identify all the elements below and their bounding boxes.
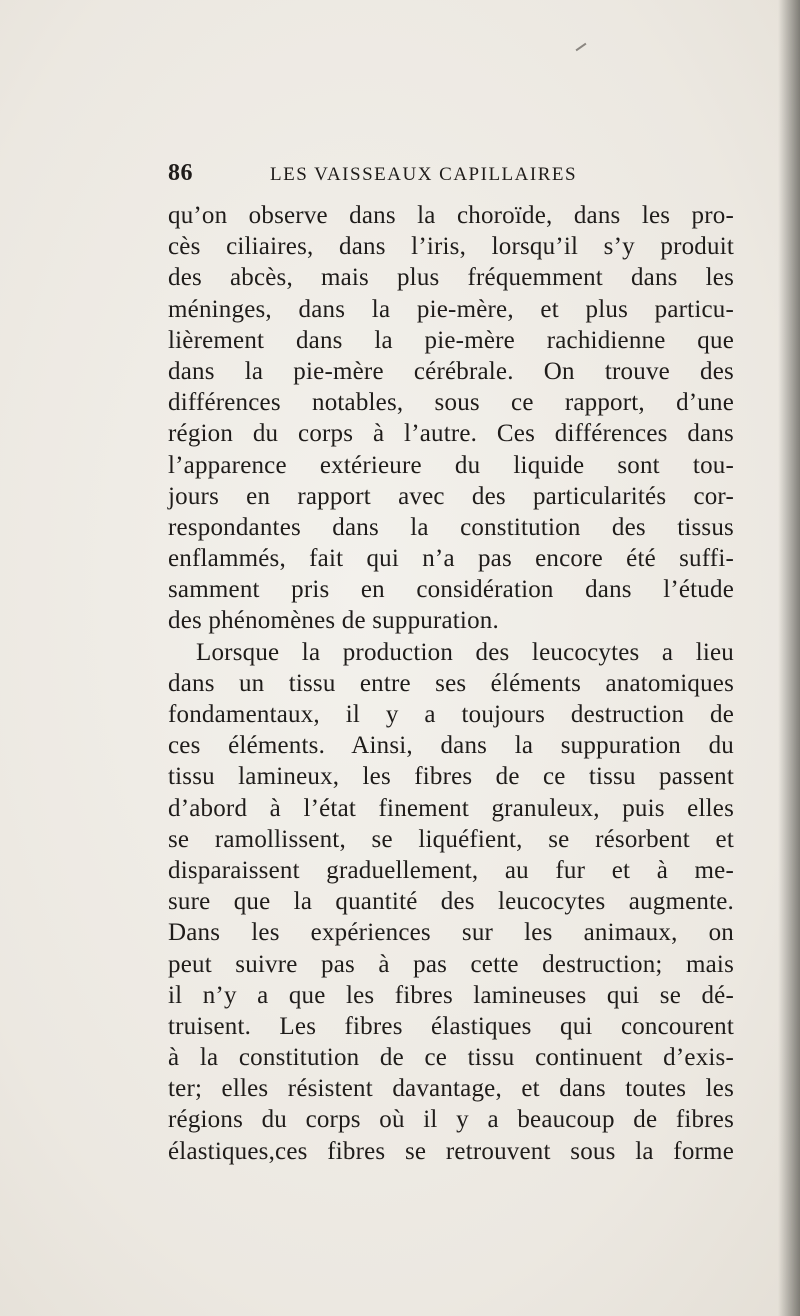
text-line: ces éléments. Ainsi, dans la suppuration du <box>168 732 734 760</box>
text-line: truisent. Les fibres élastiques qui concourent <box>168 1012 734 1040</box>
page-edge-shadow <box>778 0 800 1316</box>
text-line: qu’on observe dans la choroïde, dans les pro- <box>168 202 734 229</box>
text-line: fondamentaux, il y a toujours destruction de <box>168 701 734 728</box>
body-text <box>168 200 734 1167</box>
paragraph-first-line: Lorsque la production des leucocytes a lieu <box>196 638 734 666</box>
text-line: des abcès, mais plus fréquemment dans les <box>168 264 734 292</box>
text-line: à la constitution de ce tissu continuent d’exis- <box>168 1044 734 1072</box>
text-line: Dans les expériences sur les animaux, on <box>168 919 734 947</box>
text-line: enflammés, fait qui n’a pas encore été suffi- <box>168 545 734 573</box>
text-line: sure que la quantité des leucocytes augmente. <box>168 888 734 916</box>
running-title: LES VAISSEAUX CAPILLAIRES <box>270 164 578 185</box>
text-line: lièrement dans la pie-mère rachidienne que <box>168 326 734 354</box>
text-line: il n’y a que les fibres lamineuses qui se dé- <box>168 981 734 1009</box>
text-line: dans un tissu entre ses éléments anatomiques <box>168 669 734 697</box>
text-line: disparaissent graduellement, au fur et à me- <box>168 856 734 884</box>
text-line: méninges, dans la pie-mère, et plus particu- <box>168 295 734 323</box>
text-line: samment pris en considération dans l’étude <box>168 576 734 604</box>
page-header <box>168 160 728 190</box>
text-line: différences notables, sous ce rapport, d’une <box>168 389 734 417</box>
page-number: 86 <box>168 160 193 186</box>
text-line: tissu lamineux, les fibres de ce tissu passent <box>168 763 734 791</box>
text-line: cès ciliaires, dans l’iris, lorsqu’il s’y produit <box>168 233 734 261</box>
text-line: élastiques,ces fibres se retrouvent sous la forme <box>168 1137 734 1165</box>
text-line: région du corps à l’autre. Ces différences dans <box>168 420 734 448</box>
text-line: l’apparence extérieure du liquide sont tou- <box>168 451 734 479</box>
text-line: se ramollissent, se liquéfient, se résorbent et <box>168 825 734 853</box>
stray-mark <box>576 43 587 52</box>
text-line: ter; elles résistent davantage, et dans toutes les <box>168 1075 734 1103</box>
text-line: respondantes dans la constitution des tissus <box>168 513 734 541</box>
text-line: peut suivre pas à pas cette destruction; mais <box>168 950 734 978</box>
text-line: d’abord à l’état finement granuleux, puis elles <box>168 794 734 822</box>
text-line: dans la pie-mère cérébrale. On trouve des <box>168 357 734 385</box>
paragraph-last-line: des phénomènes de suppuration. <box>168 607 499 635</box>
text-line: régions du corps où il y a beaucoup de fibres <box>168 1106 734 1134</box>
text-line: jours en rapport avec des particularités cor- <box>168 482 734 510</box>
